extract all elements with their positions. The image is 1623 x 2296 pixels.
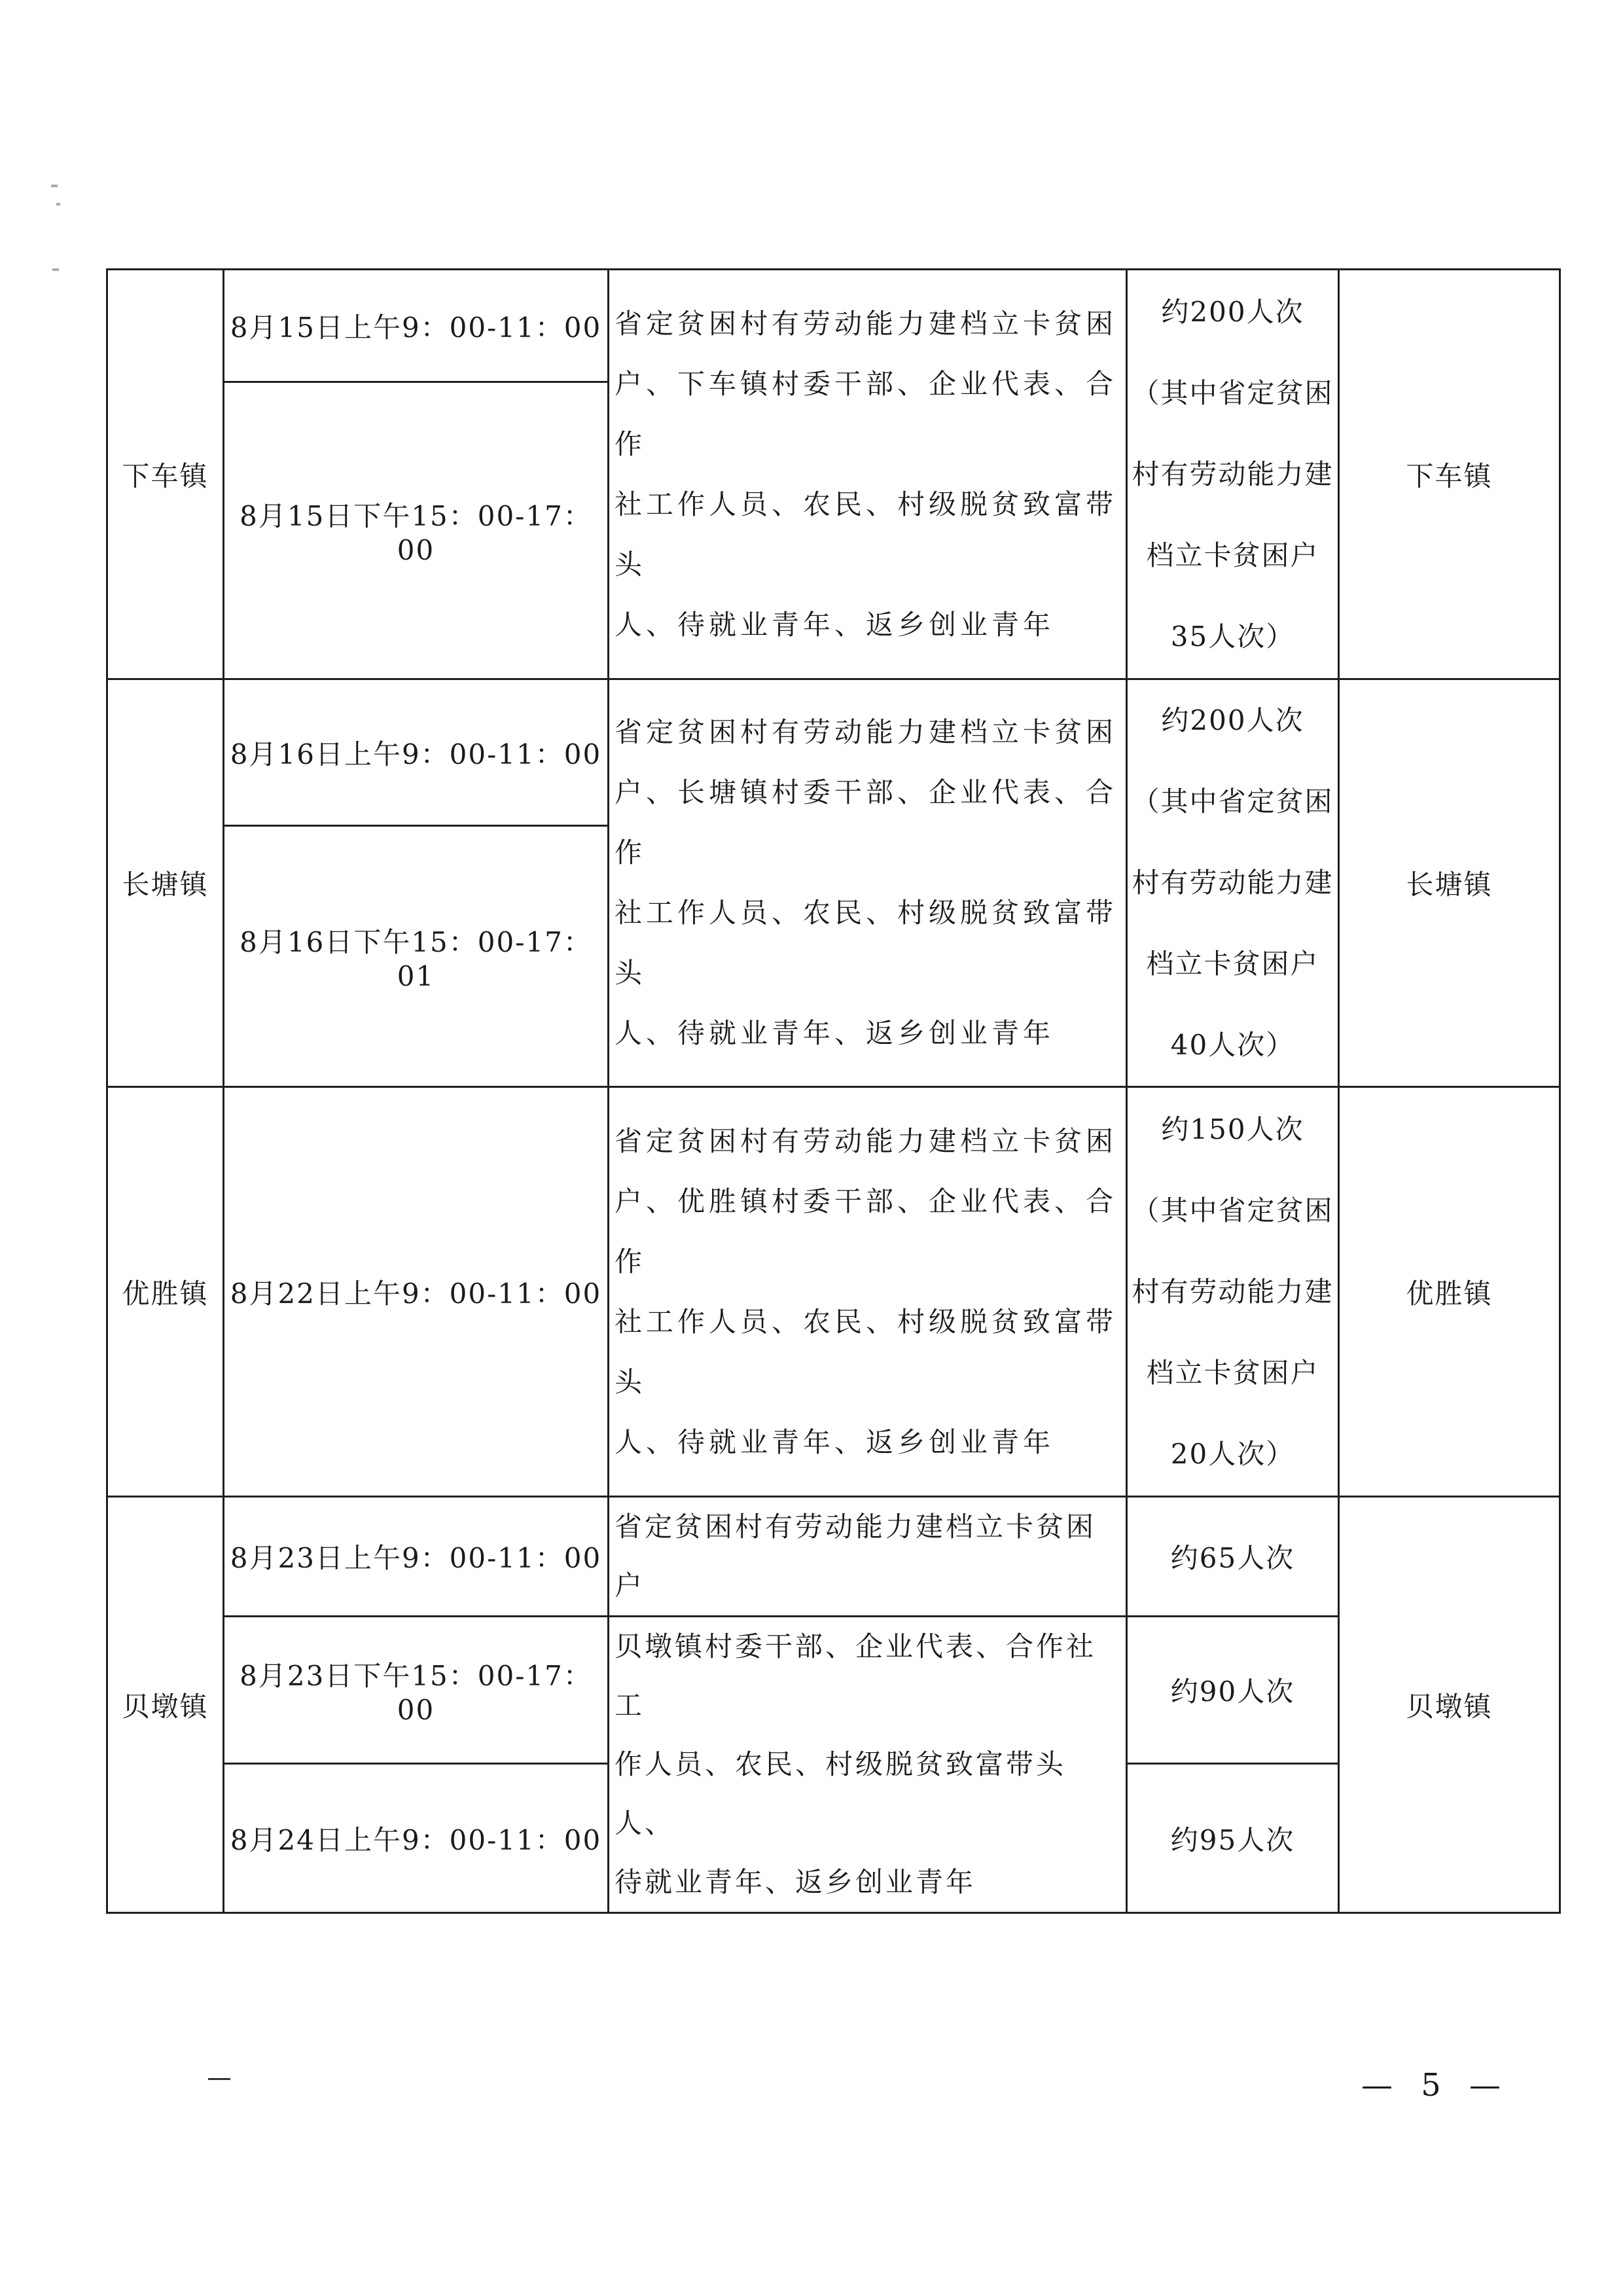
- time-cell: 8月23日上午9：00-11：00: [224, 1497, 609, 1617]
- participants-cell: [609, 679, 1127, 1087]
- participants-line: 作人员、农民、村级脱贫致富带头人、: [615, 1748, 1067, 1839]
- count-cell: [1127, 270, 1339, 679]
- participants-cell: [609, 1497, 1127, 1617]
- participants-line: 户、长塘镇村委干部、企业代表、合作: [615, 776, 1118, 869]
- count-line: 约200人次: [1161, 295, 1304, 328]
- organizer-cell: 优胜镇: [1339, 1087, 1560, 1497]
- participants-line: 社工作人员、农民、村级脱贫致富带头: [615, 1305, 1118, 1398]
- time-cell: 8月16日下午15：00-17：01: [224, 826, 609, 1087]
- participants-line: 省定贫困村有劳动能力建档立卡贫困: [615, 1124, 1118, 1157]
- count-cell: 约90人次: [1127, 1617, 1339, 1764]
- count-cell: 约65人次: [1127, 1497, 1339, 1617]
- table-row: [107, 270, 1560, 382]
- scan-mark: [56, 203, 60, 206]
- count-line: （其中省定贫困: [1132, 785, 1334, 817]
- organizer-cell: 贝墩镇: [1339, 1497, 1560, 1913]
- participants-line: 省定贫困村有劳动能力建档立卡贫困: [615, 307, 1118, 340]
- count-line: （其中省定贫困: [1132, 376, 1334, 409]
- participants-line: 社工作人员、农民、村级脱贫致富带头: [615, 897, 1118, 989]
- time-cell: 8月15日上午9：00-11：00: [224, 270, 609, 382]
- participants-line: 待就业青年、返乡创业青年: [615, 1866, 976, 1898]
- participants-line: 人、待就业青年、返乡创业青年: [615, 608, 1055, 641]
- participants-line: 社工作人员、农民、村级脱贫致富带头: [615, 488, 1118, 581]
- time-cell: 8月24日上午9：00-11：00: [224, 1764, 609, 1913]
- count-line: 村有劳动能力建: [1132, 867, 1334, 899]
- town-cell: 贝墩镇: [107, 1497, 224, 1913]
- participants-cell: [609, 1617, 1127, 1913]
- organizer-cell: 长塘镇: [1339, 679, 1560, 1087]
- participants-line: 人、待就业青年、返乡创业青年: [615, 1426, 1055, 1458]
- count-line: 档立卡贫困户: [1146, 948, 1319, 980]
- participants-line: 贝墩镇村委干部、企业代表、合作社工: [615, 1630, 1097, 1721]
- count-line: （其中省定贫困: [1132, 1194, 1334, 1227]
- table-row: [107, 1497, 1560, 1617]
- participants-line: 户、优胜镇村委干部、企业代表、合作: [615, 1185, 1118, 1278]
- count-cell: [1127, 1087, 1339, 1497]
- count-line: 20人次）: [1170, 1437, 1295, 1470]
- count-line: 村有劳动能力建: [1132, 1275, 1334, 1308]
- table-row: [107, 1087, 1560, 1497]
- time-cell: 8月22日上午9：00-11：00: [224, 1087, 609, 1497]
- scan-mark: [51, 185, 58, 187]
- participants-line: 户、下车镇村委干部、企业代表、合作: [615, 367, 1118, 460]
- count-line: 40人次）: [1170, 1029, 1295, 1061]
- time-cell: 8月23日下午15：00-17：00: [224, 1617, 609, 1764]
- town-cell: 长塘镇: [107, 679, 224, 1087]
- participants-line: 人、待就业青年、返乡创业青年: [615, 1017, 1055, 1049]
- footer-dash: [208, 2078, 230, 2080]
- participants-cell: [609, 1087, 1127, 1497]
- town-cell: 优胜镇: [107, 1087, 224, 1497]
- count-line: 约200人次: [1161, 704, 1304, 736]
- count-line: 档立卡贫困户: [1146, 1356, 1319, 1389]
- count-line: 35人次）: [1170, 620, 1295, 653]
- scan-mark: [52, 268, 59, 271]
- participants-cell: [609, 270, 1127, 679]
- count-cell: [1127, 679, 1339, 1087]
- participants-line: 省定贫困村有劳动能力建档立卡贫困户: [615, 1511, 1097, 1602]
- page-number: — 5 —: [1361, 2067, 1510, 2104]
- time-cell: 8月16日上午9：00-11：00: [224, 679, 609, 826]
- count-line: 约150人次: [1161, 1113, 1304, 1145]
- town-cell: 下车镇: [107, 270, 224, 679]
- participants-line: 省定贫困村有劳动能力建档立卡贫困: [615, 716, 1118, 748]
- count-cell: 约95人次: [1127, 1764, 1339, 1913]
- count-line: 档立卡贫困户: [1146, 539, 1319, 571]
- schedule-table: [106, 268, 1561, 1914]
- time-cell: 8月15日下午15：00-17：00: [224, 382, 609, 679]
- table-row: [107, 679, 1560, 826]
- count-line: 村有劳动能力建: [1132, 457, 1334, 490]
- organizer-cell: 下车镇: [1339, 270, 1560, 679]
